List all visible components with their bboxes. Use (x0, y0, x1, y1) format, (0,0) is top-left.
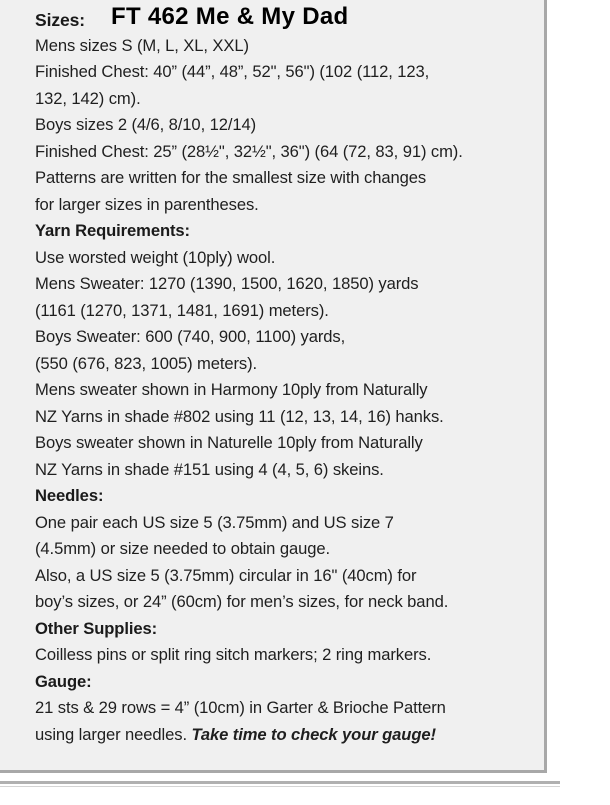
gauge-line-2 (35, 722, 540, 749)
sizes-line: Boys sizes 2 (4/6, 8/10, 12/14) (35, 115, 257, 134)
pattern-title: FT 462 Me & My Dad (110, 3, 349, 30)
yarn-line: (550 (676, 823, 1005) meters). (35, 353, 258, 373)
other-supplies-heading: Other Supplies: (35, 618, 158, 638)
sizes-line: Patterns are written for the smallest size with changes (35, 168, 427, 187)
yarn-line: Boys sweater shown in Naturelle 10ply from Naturally (35, 433, 423, 452)
yarn-line: NZ Yarns in shade #802 using 11 (12, 13, 14, 16) hanks. (35, 406, 444, 426)
needles-line: boy’s sizes, or 24” (60cm) for men’s sizes, for neck band. (35, 592, 449, 611)
gauge-needle-note: using larger needles. (35, 724, 187, 744)
needles-line: (4.5mm) or size needed to obtain gauge. (35, 539, 330, 558)
yarn-line: Mens Sweater: 1270 (1390, 1500, 1620, 1850) yards (35, 274, 419, 293)
yarn-line: Mens sweater shown in Harmony 10ply from Naturally (35, 380, 428, 399)
sizes-line: Mens sizes S (M, L, XL, XXL) (35, 35, 249, 55)
yarn-line: Use worsted weight (10ply) wool. (35, 247, 276, 267)
needles-line: Also, a US size 5 (3.75mm) circular in 16" (40cm) for (35, 565, 417, 585)
sizes-line: Finished Chest: 25” (28½", 32½", 36") (64 (72, 83, 91) cm). (35, 141, 463, 161)
gauge-line: 21 sts & 29 rows = 4” (10cm) in Garter & Brioche Pattern (35, 698, 446, 717)
yarn-line: NZ Yarns in shade #151 using 4 (4, 5, 6) skeins. (35, 459, 384, 479)
yarn-line: Boys Sweater: 600 (740, 900, 1100) yards, (35, 327, 346, 346)
bottom-divider-shadow (0, 786, 560, 787)
yarn-requirements-heading: Yarn Requirements: (35, 221, 190, 240)
sizes-heading: Sizes: (35, 10, 85, 30)
yarn-line: (1161 (1270, 1371, 1481, 1691) meters). (35, 300, 329, 320)
supplies-line: Coilless pins or split ring sitch markers; 2 ring markers. (35, 645, 432, 664)
sizes-line: 132, 142) cm). (35, 88, 141, 108)
header-row (35, 3, 540, 33)
bottom-divider (0, 781, 560, 784)
sizes-line: Finished Chest: 40” (44”, 48”, 52", 56") (102 (112, 123, (35, 62, 430, 81)
gauge-check-note: Take time to check your gauge! (191, 724, 436, 744)
needles-line: One pair each US size 5 (3.75mm) and US size 7 (35, 512, 394, 532)
needles-heading: Needles: (35, 486, 104, 505)
gauge-heading: Gauge: (35, 671, 92, 691)
pattern-details (35, 3, 540, 748)
sizes-line: for larger sizes in parentheses. (35, 194, 259, 214)
